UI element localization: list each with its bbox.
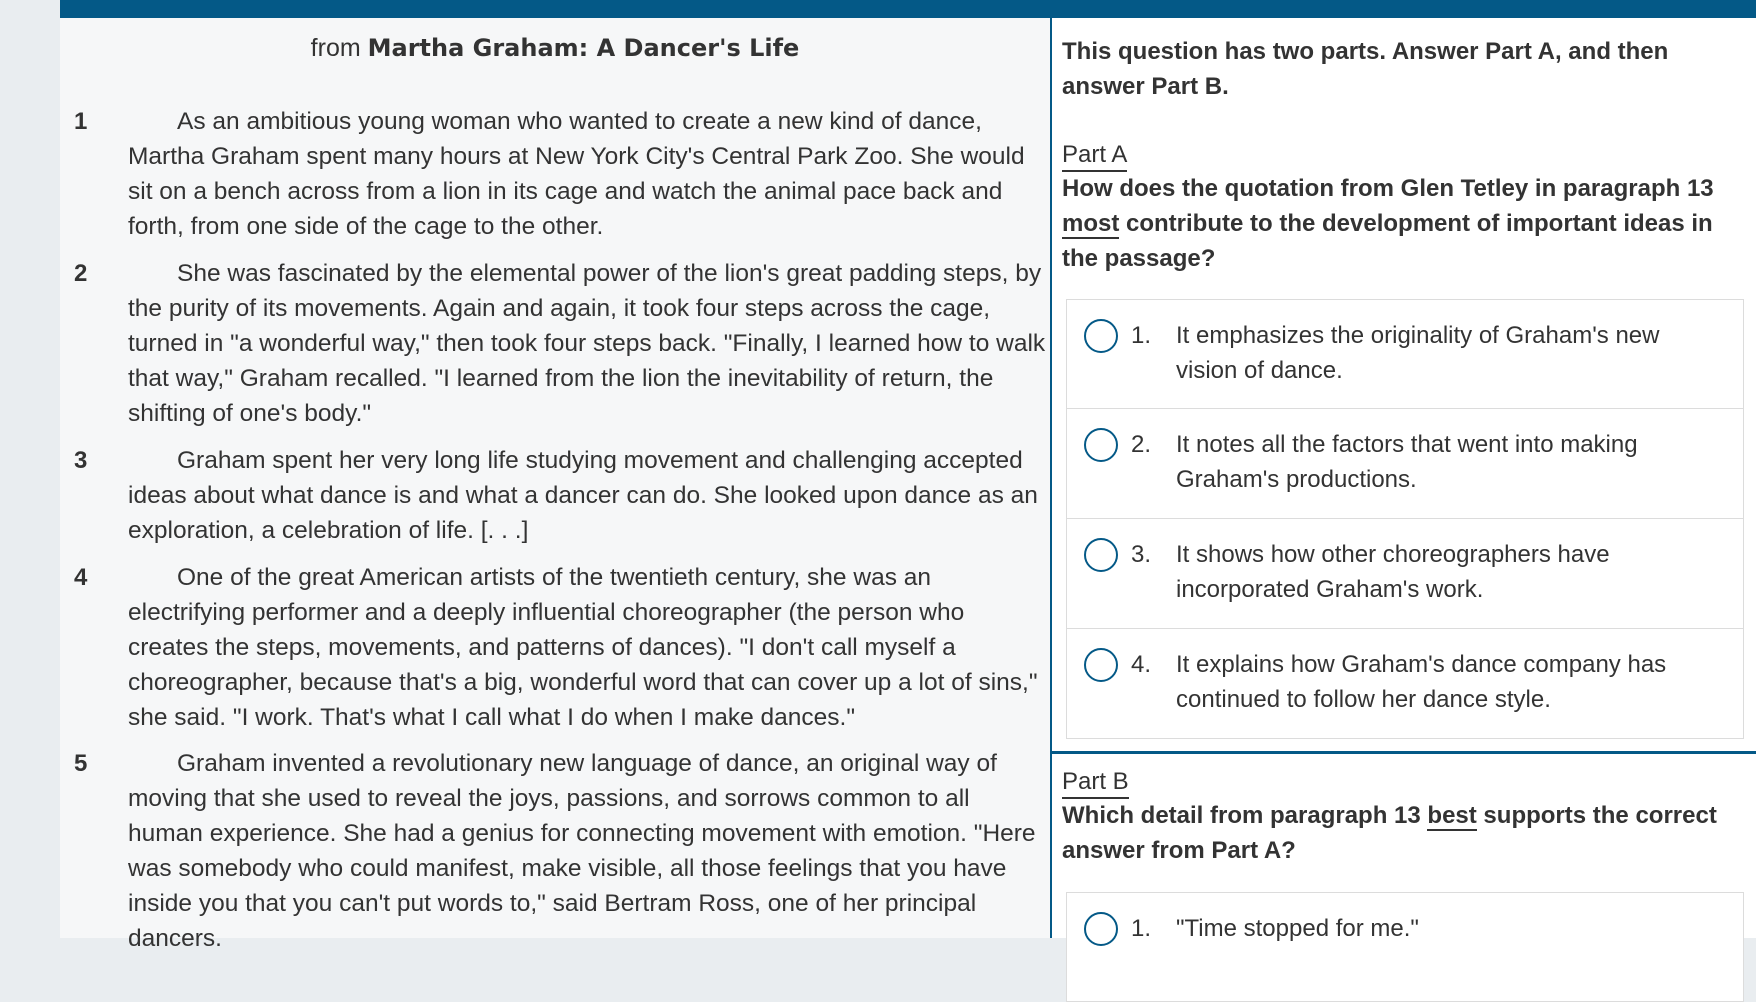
choice-text: It shows how other choreographers have incorporated Graham's work.: [1176, 541, 1610, 603]
title-text: Martha Graham: A Dancer's Life: [367, 34, 800, 62]
emphasis-word: most: [1062, 210, 1120, 237]
choice-number: 3.: [1131, 541, 1152, 568]
question-panel[interactable]: [1052, 18, 1756, 942]
part-a-choices: [1066, 299, 1744, 739]
part-b-label: Part B: [1062, 767, 1129, 799]
test-frame: [60, 0, 1756, 952]
title-prefix: from: [310, 34, 361, 62]
passage-panel[interactable]: [60, 18, 1050, 952]
part-b-choices: [1066, 892, 1744, 1002]
paragraph-number: 5: [74, 750, 88, 777]
paragraph-text: As an ambitious young woman who wanted to create a new kind of dance, Martha Graham spent many hours at New York City's Central Park Zoo. She would sit on a bench across from a lion in its cage and watch the animal pace back and forth, from one side of the cage to the other.: [128, 108, 1025, 240]
paragraph-number: 2: [74, 260, 88, 287]
radio-button-icon[interactable]: [1084, 912, 1118, 946]
paragraph-text: One of the great American artists of the twentieth century, she was an electrifying performer and a deeply influential choreographer (the person who creates the steps, movements, and patterns of dances). "I don't call myself a choreographer, because that's a big, wonderful word that can cover up a lot of sins," she said. "I work. That's what I call what I do when I make dances.": [128, 564, 1038, 731]
radio-button-icon[interactable]: [1084, 428, 1118, 462]
choice-2[interactable]: [1066, 409, 1744, 519]
paragraph-number: 4: [74, 564, 88, 591]
choice-text: It notes all the factors that went into making Graham's productions.: [1176, 431, 1638, 493]
choice-text: It emphasizes the originality of Graham's new vision of dance.: [1176, 322, 1660, 384]
paragraph-number: 3: [74, 447, 88, 474]
choice-3[interactable]: [1066, 519, 1744, 629]
choice-number: 4.: [1131, 651, 1152, 678]
choice-1[interactable]: [1066, 892, 1744, 1002]
choice-text: "Time stopped for me.": [1176, 915, 1419, 942]
choice-1[interactable]: [1066, 299, 1744, 409]
radio-button-icon[interactable]: [1084, 538, 1118, 572]
part-b-stem: Which detail from paragraph 13 best supports the correct answer from Part A?: [1062, 802, 1717, 864]
choice-number: 1.: [1131, 915, 1152, 942]
emphasis-word: best: [1427, 802, 1477, 829]
paragraph-text: Graham spent her very long life studying movement and challenging accepted ideas about what dance is and what a dancer can do. She looked upon dance as an exploration, a celebration of life. [. . .]: [128, 447, 1038, 544]
radio-button-icon[interactable]: [1084, 648, 1118, 682]
top-bar: [60, 0, 1756, 18]
choice-number: 2.: [1131, 431, 1152, 458]
question-intro: This question has two parts. Answer Part A, and then answer Part B.: [1062, 38, 1669, 100]
paragraph-text: Graham invented a revolutionary new language of dance, an original way of moving that she used to reveal the joys, passions, and sorrows common to all human experience. She had a genius for connecting movement with emotion. "Here was somebody who could manifest, make visible, all those feelings that you have inside you that you can't put words to," said Bertram Ross, one of her principal dancers.: [128, 750, 1036, 952]
radio-button-icon[interactable]: [1084, 319, 1118, 353]
choice-text: It explains how Graham's dance company has continued to follow her dance style.: [1176, 651, 1667, 713]
part-a-label: Part A: [1062, 140, 1127, 172]
paragraph-text: She was fascinated by the elemental power of the lion's great padding steps, by the purity of its movements. Again and again, it took four steps across the cage, turned in "a wonderful way," then took four steps back. "Finally, I learned how to walk that way," Graham recalled. "I learned from the lion the inevitability of return, the shifting of one's body.": [128, 260, 1046, 427]
part-separator: [1052, 751, 1756, 754]
choice-number: 1.: [1131, 322, 1152, 349]
paragraph-number: 1: [74, 108, 88, 135]
part-a-stem: How does the quotation from Glen Tetley in paragraph 13 most contribute to the development of important ideas in the passage?: [1062, 175, 1714, 272]
choice-4[interactable]: [1066, 629, 1744, 739]
passage-title: [60, 34, 1050, 63]
